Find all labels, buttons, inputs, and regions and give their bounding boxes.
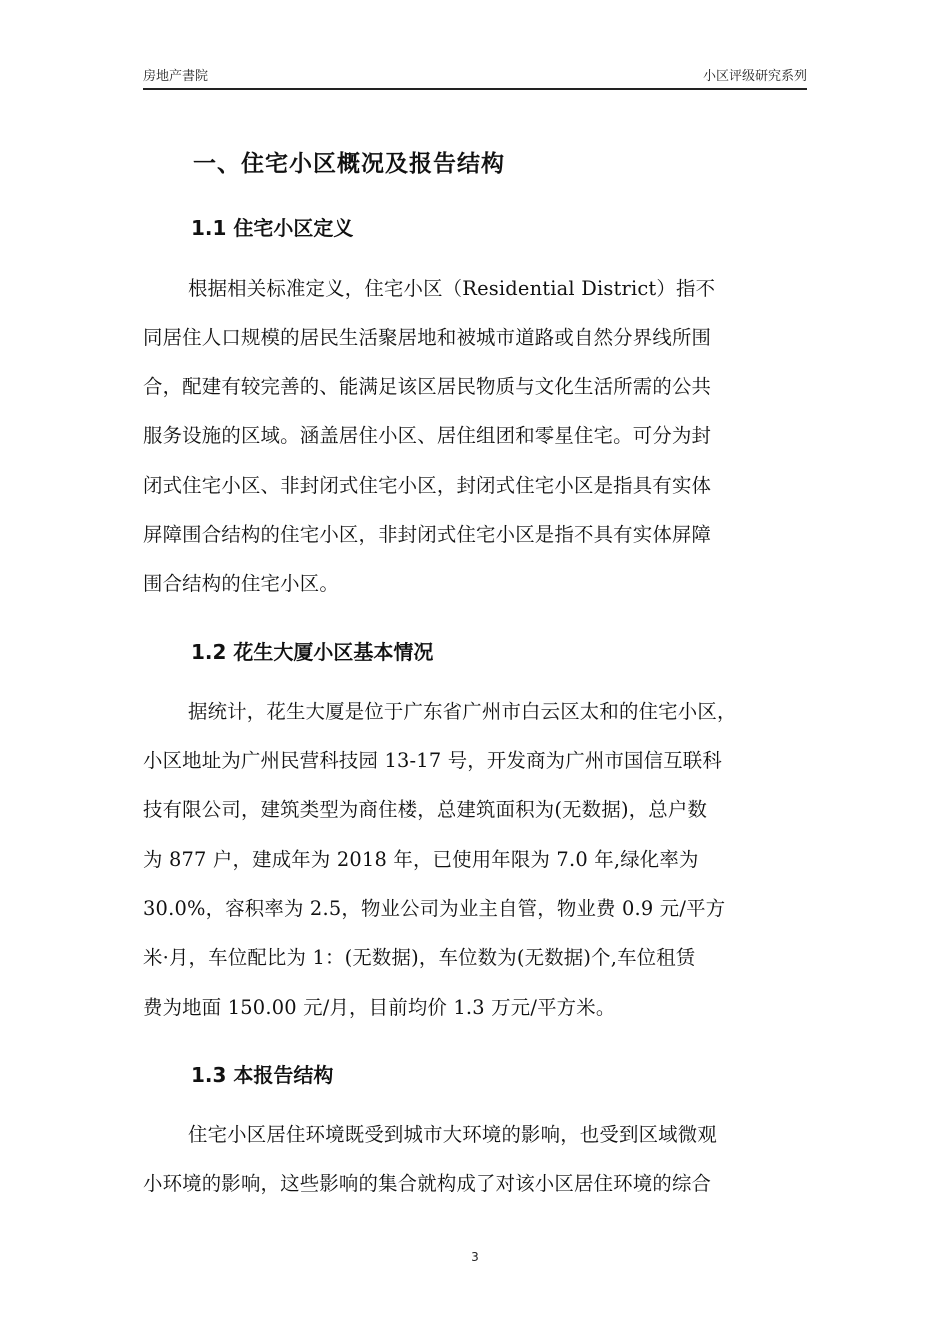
paragraph-line: 根据相关标准定义，住宅小区（Residential District）指不 [188,277,716,300]
paragraph-line: 30.0%，容积率为 2.5，物业公司为业主自管，物业费 0.9 元/平方 [143,897,726,920]
section-heading-1-1: 1.1 住宅小区定义 [191,216,354,240]
paragraph-line: 同居住人口规模的居民生活聚居地和被城市道路或自然分界线所围 [143,326,712,349]
page-header [143,66,807,90]
paragraph-line: 闭式住宅小区、非封闭式住宅小区，封闭式住宅小区是指具有实体 [143,474,712,497]
paragraph-line: 围合结构的住宅小区。 [143,572,339,595]
paragraph-line: 小环境的影响，这些影响的集合就构成了对该小区居住环境的综合 [143,1172,712,1195]
section-heading-1-3: 1.3 本报告结构 [191,1063,334,1087]
header-publisher: 房地产書院 [143,69,209,84]
page-number: 3 [471,1250,479,1264]
paragraph-line: 住宅小区居住环境既受到城市大环境的影响，也受到区域微观 [188,1123,717,1146]
paragraph-line: 合，配建有较完善的、能满足该区居民物质与文化生活所需的公共 [143,375,712,398]
paragraph-line: 据统计，花生大厦是位于广东省广州市白云区太和的住宅小区， [188,700,737,723]
paragraph-line: 为 877 户，建成年为 2018 年，已使用年限为 7.0 年,绿化率为 [143,848,699,871]
header-series: 小区评级研究系列 [702,69,807,84]
paragraph-line: 米·月，车位配比为 1：(无数据)，车位数为(无数据)个,车位租赁 [143,946,696,969]
paragraph-line: 技有限公司，建筑类型为商住楼，总建筑面积为(无数据)，总户数 [143,798,708,821]
chapter-title: 一、住宅小区概况及报告结构 [193,151,505,177]
paragraph-line: 服务设施的区域。涵盖居住小区、居住组团和零星住宅。可分为封 [143,424,712,447]
paragraph-line: 费为地面 150.00 元/月，目前均价 1.3 万元/平方米。 [143,996,616,1019]
paragraph-line: 小区地址为广州民营科技园 13-17 号，开发商为广州市国信互联科 [143,749,722,772]
paragraph-line: 屏障围合结构的住宅小区，非封闭式住宅小区是指不具有实体屏障 [143,523,712,546]
section-heading-1-2: 1.2 花生大厦小区基本情况 [191,640,434,664]
